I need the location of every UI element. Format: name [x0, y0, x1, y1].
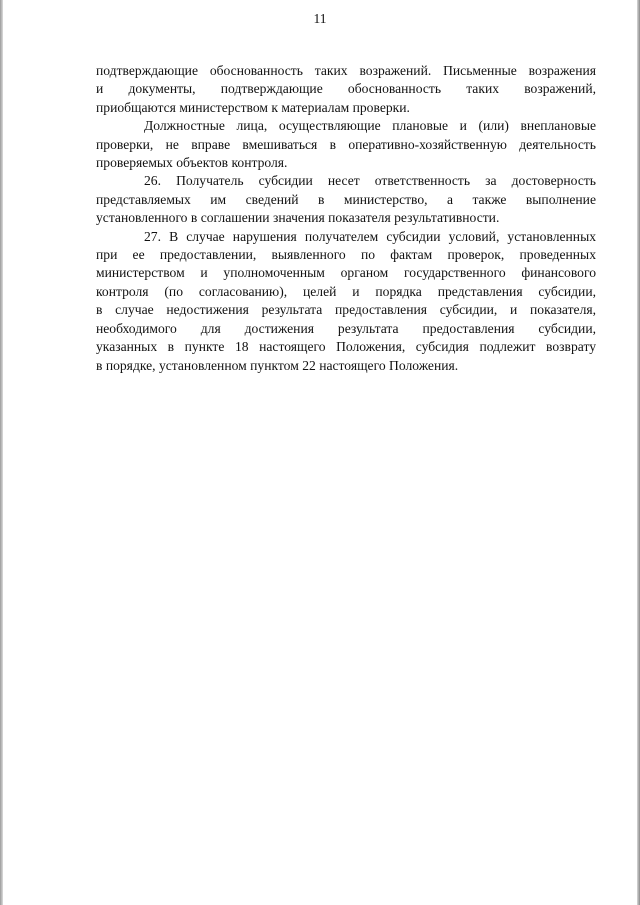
paragraph-officials — [96, 117, 596, 172]
text-line: подтверждающие обоснованность таких возражений. Письменные возражения — [96, 63, 596, 78]
text-line: приобщаются министерством к материалам проверки. — [96, 99, 410, 115]
text-line: и документы, подтверждающие обоснованность таких возражений, — [96, 81, 596, 97]
paragraph-item-26 — [96, 172, 596, 227]
text-line: Должностные лица, осуществляющие плановые и (или) внеплановые — [144, 118, 596, 134]
text-line: в случае недостижения результата предоставления субсидии, и показателя, — [96, 302, 596, 318]
text-line: министерством и уполномоченным органом государственного финансового — [96, 265, 596, 281]
text-line: указанных в пункте 18 настоящего Положения, субсидия подлежит возврату — [96, 339, 596, 355]
text-line: проверяемых объектов контроля. — [96, 155, 288, 171]
text-line: проверки, не вправе вмешиваться в оперативно-хозяйственную деятельность — [96, 136, 596, 152]
text-line: в порядке, установленном пунктом 22 настоящего Положения. — [96, 357, 459, 373]
document-body — [96, 62, 596, 375]
text-line: необходимого для достижения результата предоставления субсидии, — [96, 320, 596, 336]
paragraph-objections — [96, 62, 596, 117]
paragraph-item-27 — [96, 228, 596, 375]
text-line: 26. Получатель субсидии несет ответственность за достоверность — [144, 173, 596, 189]
scan-edge-left — [0, 0, 3, 905]
text-line: контроля (по согласованию), целей и порядка представления субсидии, — [96, 283, 596, 299]
text-line: установленного в соглашении значения показателя результативности. — [96, 210, 500, 226]
text-line: при ее предоставлении, выявленного по фактам проверок, проведенных — [96, 247, 596, 263]
text-line: представляемых им сведений в министерство, а также выполнение — [96, 191, 596, 207]
page-number: 11 — [313, 11, 327, 26]
text-line: 27. В случае нарушения получателем субсидии условий, установленных — [144, 228, 596, 244]
